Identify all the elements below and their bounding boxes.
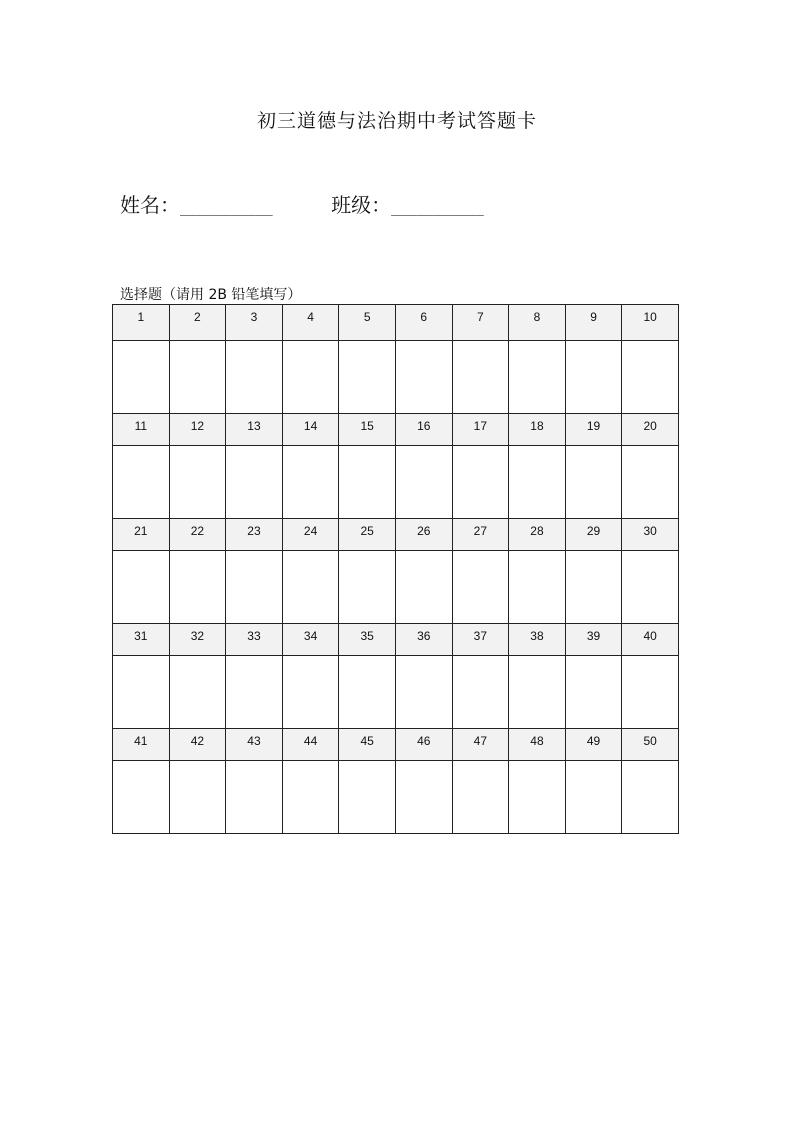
question-number-cell: 12 xyxy=(169,414,226,446)
answer-box[interactable] xyxy=(226,446,283,519)
answer-box[interactable] xyxy=(169,551,226,624)
question-number-cell: 44 xyxy=(282,729,339,761)
question-number-cell: 6 xyxy=(395,305,452,341)
answer-box[interactable] xyxy=(113,656,170,729)
answer-box[interactable] xyxy=(509,551,566,624)
question-number-cell: 9 xyxy=(565,305,622,341)
class-label: 班级： xyxy=(331,193,392,217)
question-number-cell: 31 xyxy=(113,624,170,656)
name-blank-line[interactable]: ___________ xyxy=(180,200,273,216)
question-number-cell: 4 xyxy=(282,305,339,341)
answer-box[interactable] xyxy=(509,446,566,519)
question-number-cell: 8 xyxy=(509,305,566,341)
answer-box[interactable] xyxy=(565,341,622,414)
question-number-cell: 30 xyxy=(622,519,679,551)
answer-box[interactable] xyxy=(169,761,226,834)
page-title: 初三道德与法治期中考试答题卡 xyxy=(256,110,537,132)
answer-box[interactable] xyxy=(509,656,566,729)
answer-box[interactable] xyxy=(395,551,452,624)
question-number-cell: 1 xyxy=(113,305,170,341)
question-number-cell: 7 xyxy=(452,305,509,341)
question-number-cell: 33 xyxy=(226,624,283,656)
answer-box[interactable] xyxy=(113,341,170,414)
answer-box[interactable] xyxy=(565,761,622,834)
question-number-cell: 36 xyxy=(395,624,452,656)
question-number-cell: 38 xyxy=(509,624,566,656)
question-number-row xyxy=(113,305,679,341)
question-number-cell: 13 xyxy=(226,414,283,446)
answer-box[interactable] xyxy=(339,341,396,414)
answer-box[interactable] xyxy=(339,446,396,519)
question-number-cell: 28 xyxy=(509,519,566,551)
answer-row xyxy=(113,341,679,414)
question-number-cell: 20 xyxy=(622,414,679,446)
answer-box[interactable] xyxy=(395,761,452,834)
answer-box[interactable] xyxy=(509,761,566,834)
answer-box[interactable] xyxy=(452,341,509,414)
question-number-cell: 15 xyxy=(339,414,396,446)
answer-box[interactable] xyxy=(113,446,170,519)
question-number-cell: 34 xyxy=(282,624,339,656)
answer-box[interactable] xyxy=(169,341,226,414)
answer-box[interactable] xyxy=(452,551,509,624)
answer-box[interactable] xyxy=(282,341,339,414)
question-number-cell: 37 xyxy=(452,624,509,656)
answer-box[interactable] xyxy=(169,446,226,519)
answer-box[interactable] xyxy=(565,446,622,519)
answer-box[interactable] xyxy=(169,656,226,729)
question-number-cell: 46 xyxy=(395,729,452,761)
answer-box[interactable] xyxy=(509,341,566,414)
question-number-cell: 10 xyxy=(622,305,679,341)
question-number-cell: 24 xyxy=(282,519,339,551)
question-number-cell: 45 xyxy=(339,729,396,761)
answer-box[interactable] xyxy=(622,341,679,414)
question-number-cell: 48 xyxy=(509,729,566,761)
answer-grid xyxy=(112,304,679,834)
answer-box[interactable] xyxy=(452,761,509,834)
question-number-cell: 29 xyxy=(565,519,622,551)
answer-row xyxy=(113,551,679,624)
answer-box[interactable] xyxy=(622,551,679,624)
question-number-cell: 11 xyxy=(113,414,170,446)
question-number-cell: 47 xyxy=(452,729,509,761)
question-number-cell: 2 xyxy=(169,305,226,341)
answer-box[interactable] xyxy=(395,341,452,414)
answer-box[interactable] xyxy=(339,551,396,624)
class-blank-line[interactable]: ___________ xyxy=(391,200,484,216)
question-number-cell: 17 xyxy=(452,414,509,446)
answer-box[interactable] xyxy=(282,656,339,729)
answer-row xyxy=(113,656,679,729)
question-number-cell: 50 xyxy=(622,729,679,761)
question-number-cell: 49 xyxy=(565,729,622,761)
class-field xyxy=(331,189,484,218)
answer-box[interactable] xyxy=(226,761,283,834)
question-number-cell: 42 xyxy=(169,729,226,761)
question-number-cell: 21 xyxy=(113,519,170,551)
answer-row xyxy=(113,761,679,834)
question-number-cell: 26 xyxy=(395,519,452,551)
question-number-row xyxy=(113,519,679,551)
answer-box[interactable] xyxy=(622,656,679,729)
multiple-choice-section-label: 选择题（请用 2B 铅笔填写） xyxy=(120,287,302,303)
answer-box[interactable] xyxy=(282,761,339,834)
question-number-cell: 16 xyxy=(395,414,452,446)
answer-box[interactable] xyxy=(452,656,509,729)
question-number-cell: 32 xyxy=(169,624,226,656)
answer-box[interactable] xyxy=(282,446,339,519)
question-number-row xyxy=(113,729,679,761)
answer-box[interactable] xyxy=(622,761,679,834)
answer-box[interactable] xyxy=(395,446,452,519)
question-number-cell: 41 xyxy=(113,729,170,761)
answer-box[interactable] xyxy=(226,341,283,414)
question-number-cell: 39 xyxy=(565,624,622,656)
question-number-row xyxy=(113,414,679,446)
answer-box[interactable] xyxy=(565,551,622,624)
question-number-cell: 25 xyxy=(339,519,396,551)
answer-box[interactable] xyxy=(282,551,339,624)
question-number-cell: 43 xyxy=(226,729,283,761)
answer-box[interactable] xyxy=(226,656,283,729)
answer-box[interactable] xyxy=(622,446,679,519)
answer-box[interactable] xyxy=(113,551,170,624)
answer-box[interactable] xyxy=(452,446,509,519)
name-label: 姓名： xyxy=(120,193,180,217)
student-info xyxy=(120,189,484,218)
answer-row xyxy=(113,446,679,519)
question-number-cell: 14 xyxy=(282,414,339,446)
question-number-cell: 35 xyxy=(339,624,396,656)
question-number-cell: 40 xyxy=(622,624,679,656)
answer-box[interactable] xyxy=(395,656,452,729)
question-number-cell: 27 xyxy=(452,519,509,551)
question-number-cell: 22 xyxy=(169,519,226,551)
answer-box[interactable] xyxy=(226,551,283,624)
question-number-cell: 3 xyxy=(226,305,283,341)
answer-box[interactable] xyxy=(565,656,622,729)
question-number-row xyxy=(113,624,679,656)
question-number-cell: 18 xyxy=(509,414,566,446)
question-number-cell: 19 xyxy=(565,414,622,446)
answer-box[interactable] xyxy=(339,656,396,729)
question-number-cell: 5 xyxy=(339,305,396,341)
answer-box[interactable] xyxy=(113,761,170,834)
answer-box[interactable] xyxy=(339,761,396,834)
question-number-cell: 23 xyxy=(226,519,283,551)
name-field xyxy=(120,189,273,218)
